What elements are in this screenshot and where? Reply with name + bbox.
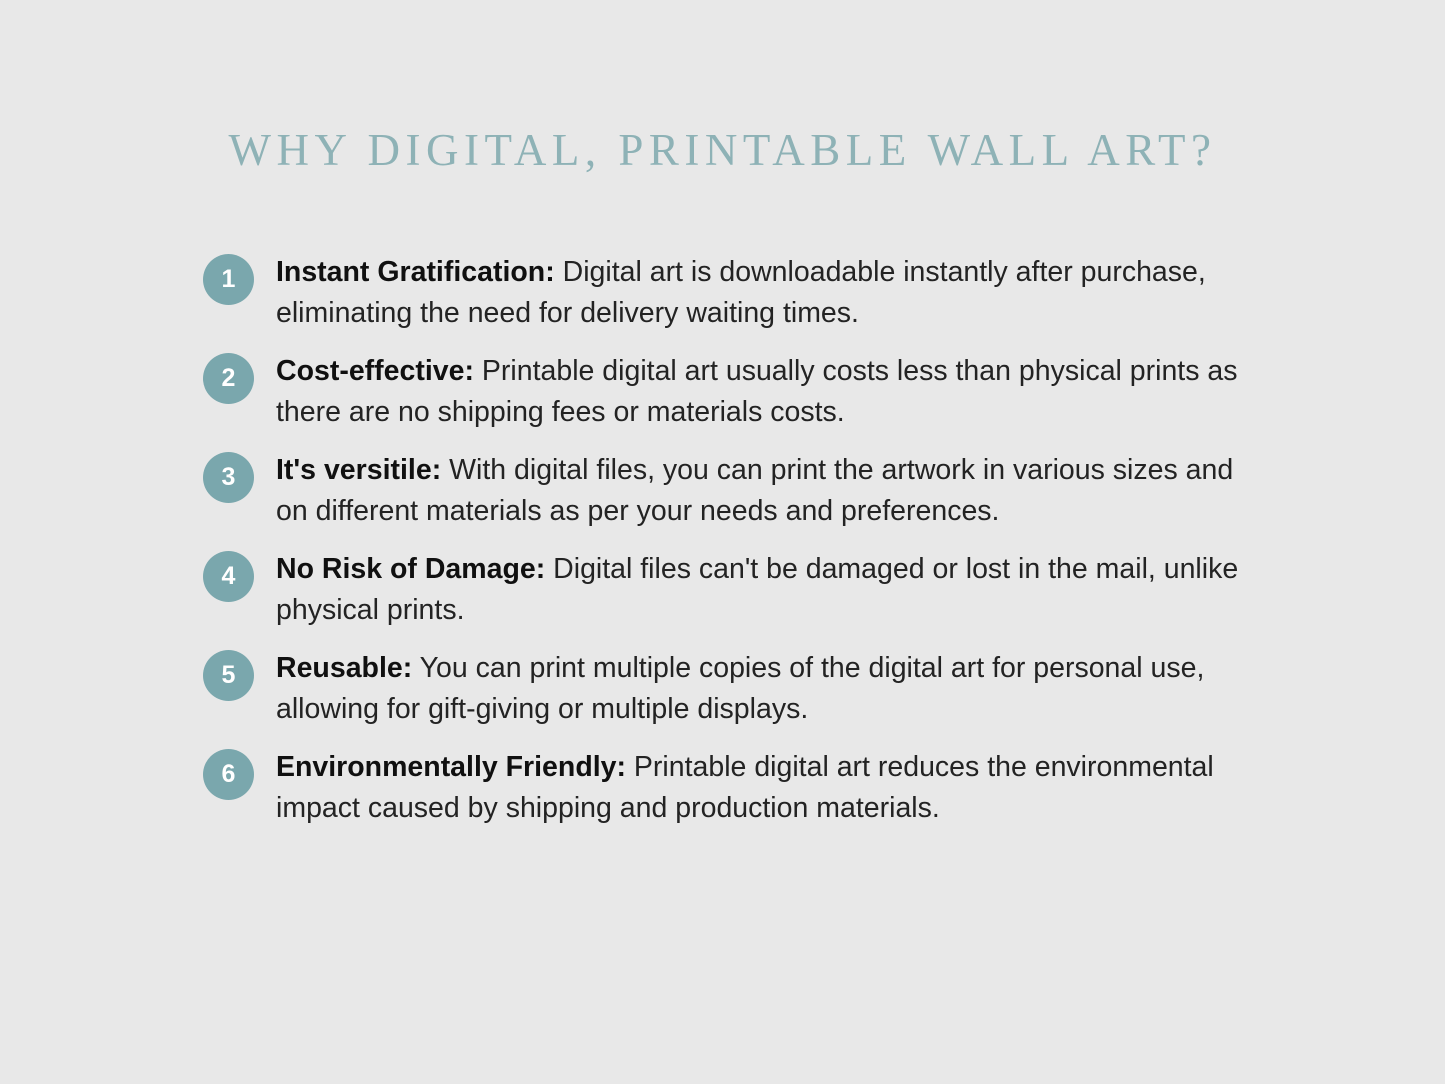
list-item [203, 743, 1263, 829]
list-item [203, 644, 1263, 730]
item-text [276, 248, 1263, 334]
item-number-badge: 1 [203, 254, 254, 305]
item-number-badge: 3 [203, 452, 254, 503]
item-lead: Instant Gratification: [276, 256, 555, 288]
list-item [203, 545, 1263, 631]
item-lead: No Risk of Damage: [276, 553, 546, 586]
item-body: With digital files, you can print the artwork in various sizes and on different materials as per your needs and preferences. [276, 454, 1234, 528]
item-lead: Cost-effective: [276, 355, 474, 388]
item-body: Digital files can't be damaged or lost in the mail, unlike physical prints. [276, 553, 1239, 627]
item-lead: Environmentally Friendly: [276, 751, 626, 784]
page-title: WHY DIGITAL, PRINTABLE WALL ART? [228, 125, 1217, 175]
item-text [276, 743, 1263, 829]
item-body: Digital art is downloadable instantly after purchase, eliminating the need for delivery waiting times. [276, 256, 1206, 330]
item-number-badge: 2 [203, 353, 254, 404]
item-number-badge: 6 [203, 749, 254, 800]
list-item [203, 248, 1263, 334]
item-number-badge: 4 [203, 551, 254, 602]
item-lead: It's versitile: [276, 454, 442, 487]
benefits-list [203, 248, 1263, 842]
item-text [276, 644, 1263, 730]
item-text [276, 347, 1263, 433]
item-number-badge: 5 [203, 650, 254, 701]
list-item [203, 446, 1263, 532]
list-item [203, 347, 1263, 433]
item-lead: Reusable: [276, 652, 413, 685]
item-body: Printable digital art reduces the environmental impact caused by shipping and production materials. [276, 751, 1214, 825]
item-text [276, 545, 1263, 631]
item-text [276, 446, 1263, 532]
item-body: You can print multiple copies of the digital art for personal use, allowing for gift-giving or multiple displays. [276, 652, 1205, 726]
item-body: Printable digital art usually costs less than physical prints as there are no shipping fees or materials costs. [276, 355, 1238, 429]
